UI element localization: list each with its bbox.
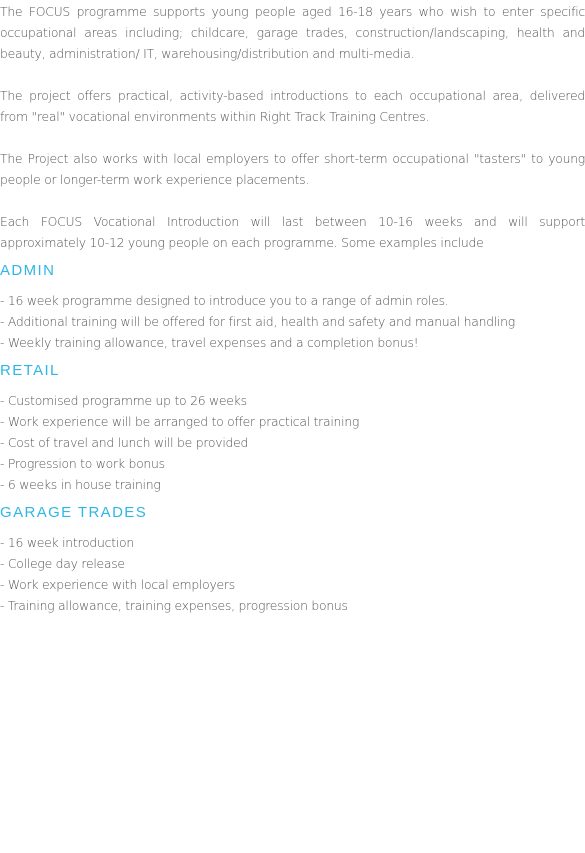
list-item: - Training allowance, training expenses, progression bonus <box>0 598 348 613</box>
section-heading-retail: RETAIL <box>0 362 60 379</box>
list-item: - Weekly training allowance, travel expenses and a completion bonus! <box>0 335 419 350</box>
section-heading-admin: ADMIN <box>0 262 56 279</box>
list-item: - Customised programme up to 26 weeks <box>0 393 247 408</box>
list-item: - College day release <box>0 556 125 571</box>
list-item: - 16 week introduction <box>0 535 134 550</box>
list-item: - Additional training will be offered for first aid, health and safety and manual handling <box>0 314 515 329</box>
intro-paragraph-3: The Project also works with local employers to offer short-term occupational "tasters" to young people or longer-term work experience placements. <box>0 151 585 187</box>
intro-paragraph-4: Each FOCUS Vocational Introduction will last between 10-16 weeks and will support approximately 10-12 young people on each programme. Some examples include <box>0 214 585 250</box>
focus-programme-page <box>0 1 585 616</box>
list-item: - Cost of travel and lunch will be provided <box>0 435 249 450</box>
section-heading-garage-trades: GARAGE TRADES <box>0 504 148 521</box>
garage-trades-list <box>0 532 585 616</box>
list-item: - 16 week programme designed to introduce you to a range of admin roles. <box>0 293 449 308</box>
admin-list <box>0 290 585 353</box>
intro-paragraph-1: The FOCUS programme supports young people aged 16-18 years who wish to enter specific occupational areas including; childcare, garage trades, construction/landscaping, health and beauty, administration/ IT, warehousing/distribution and multi-media. <box>0 4 585 61</box>
retail-list <box>0 390 585 495</box>
list-item: - Work experience will be arranged to offer practical training <box>0 414 360 429</box>
list-item: - Work experience with local employers <box>0 577 235 592</box>
list-item: - 6 weeks in house training <box>0 477 161 492</box>
list-item: - Progression to work bonus <box>0 456 165 471</box>
intro-paragraph-2: The project offers practical, activity-based introductions to each occupational area, delivered from "real" vocational environments within Right Track Training Centres. <box>0 88 585 124</box>
